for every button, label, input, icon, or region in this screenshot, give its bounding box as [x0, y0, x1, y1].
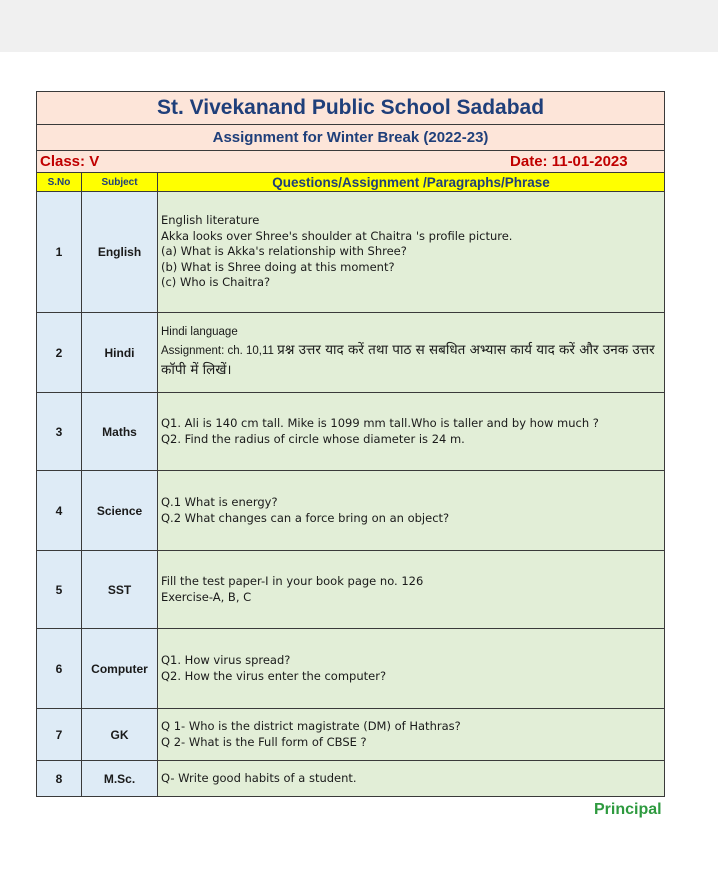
row-sno: 5	[37, 551, 82, 629]
hindi-text: प्रश्न उत्तर याद करें तथा पाठ स सबधित अभ्यास कार्य याद करें और उनक उत्तर कॉपी में लिखें।	[161, 341, 655, 378]
table-row	[37, 709, 665, 761]
question-line: Q 2- What is the Full form of CBSE ?	[161, 734, 367, 749]
question-line: (b) What is Shree doing at this moment?	[161, 259, 395, 274]
row-subject: English	[82, 192, 158, 313]
row-subject: GK	[82, 709, 158, 761]
row-subject: Maths	[82, 393, 158, 471]
row-questions	[158, 393, 665, 471]
row-subject: Science	[82, 471, 158, 551]
table-row	[37, 471, 665, 551]
question-line: Q1. Ali is 140 cm tall. Mike is 1099 mm tall.Who is taller and by how much ?	[161, 416, 599, 430]
row-questions	[158, 629, 665, 709]
top-toolbar-area	[0, 0, 718, 52]
assignment-sheet	[36, 91, 664, 797]
school-name: St. Vivekanand Public School Sadabad	[37, 92, 665, 125]
row-sno: 4	[37, 471, 82, 551]
question-line: Q.2 What changes can a force bring on an object?	[161, 510, 450, 525]
header-subject: Subject	[82, 173, 158, 192]
principal-signature: Principal	[594, 801, 662, 818]
row-sno: 8	[37, 761, 82, 797]
row-questions	[158, 313, 665, 393]
class-date-row	[37, 151, 665, 173]
question-line: Q2. Find the radius of circle whose diameter is 24 m.	[161, 431, 465, 446]
date-label: Date: 11-01-2023	[510, 153, 628, 170]
question-line: Q.1 What is energy?	[161, 495, 278, 509]
question-line: (c) Who is Chaitra?	[161, 275, 271, 290]
row-sno: 7	[37, 709, 82, 761]
row-questions	[158, 709, 665, 761]
row-questions	[158, 551, 665, 629]
class-label: Class: V	[40, 153, 100, 170]
row-questions	[158, 192, 665, 313]
hindi-assignment	[161, 342, 655, 378]
header-questions: Questions/Assignment /Paragraphs/Phrase	[158, 173, 665, 192]
question-line: Q- Write good habits of a student.	[161, 770, 357, 785]
row-sno: 2	[37, 313, 82, 393]
question-line: Q 1- Who is the district magistrate (DM) of Hathras?	[161, 719, 461, 733]
question-line: English literature	[161, 213, 260, 228]
row-subject: Hindi	[82, 313, 158, 393]
row-subject: Computer	[82, 629, 158, 709]
question-line: (a) What is Akka's relationship with Shree?	[161, 244, 407, 259]
question-line: Q2. How the virus enter the computer?	[161, 668, 387, 683]
table-row	[37, 629, 665, 709]
table-row	[37, 313, 665, 393]
header-sno: S.No	[37, 173, 82, 192]
row-sno: 3	[37, 393, 82, 471]
question-line: Exercise-A, B, C	[161, 589, 252, 604]
row-sno: 1	[37, 192, 82, 313]
question-line: Akka looks over Shree's shoulder at Chaitra 's profile picture.	[161, 228, 513, 243]
table-row	[37, 393, 665, 471]
assignment-table	[36, 91, 665, 797]
hindi-assignment-prefix: Assignment: ch. 10,11	[161, 344, 278, 357]
assignment-title: Assignment for Winter Break (2022-23)	[37, 125, 665, 151]
row-subject: M.Sc.	[82, 761, 158, 797]
row-questions	[158, 761, 665, 797]
row-questions	[158, 471, 665, 551]
question-line: Q1. How virus spread?	[161, 653, 291, 667]
table-row	[37, 551, 665, 629]
row-sno: 6	[37, 629, 82, 709]
question-line: Fill the test paper-I in your book page no. 126	[161, 574, 424, 588]
table-row	[37, 761, 665, 797]
hindi-label: Hindi language	[161, 326, 238, 339]
table-row	[37, 192, 665, 313]
row-subject: SST	[82, 551, 158, 629]
